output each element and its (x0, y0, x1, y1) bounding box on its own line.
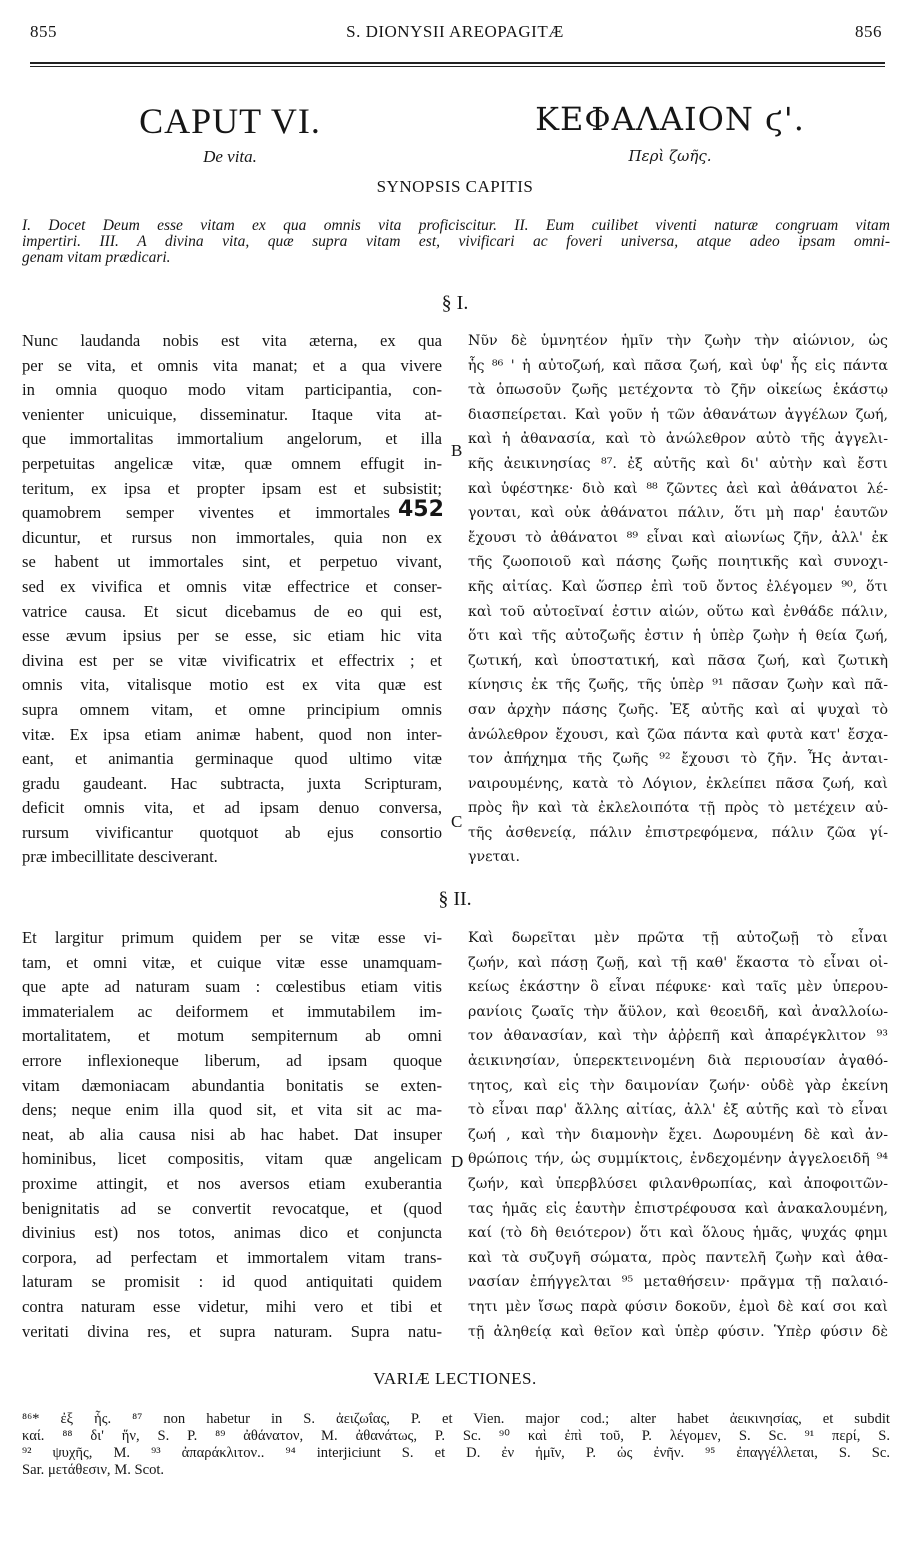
synopsis-line: I. Docet Deum esse vitam ex qua omnis vita proficiscitur. II. Eum cuilibet viventi naturæ congruam vitam (22, 217, 890, 234)
section-1-mark: § I. (441, 292, 469, 314)
text-line: ὅτι καὶ τῆς αὐτοζωῆς ἐστιν ἡ ὑπὲρ ζωὴν ἡ θεία ζωή, (468, 628, 888, 645)
text-line: ἔχουσι τὸ ἀθάνατοι ⁸⁹ εἶναι καὶ αἰωνίως ζῆν, ἀλλ' ἐκ (468, 529, 888, 546)
variae-line: Sar. μετάθεσιν, M. Scot. (22, 1462, 165, 1478)
text-line: neat, ab alia causa nisi ab hac habet. Dat insuper (22, 1124, 442, 1144)
margin-letter-d: D (451, 1152, 464, 1171)
synopsis-body (22, 218, 890, 266)
text-line: corpora, ad perfectam et immortalem vitam trans- (22, 1247, 442, 1267)
text-line: immaterialem ac deiformem et immutabilem im- (22, 1001, 442, 1021)
synopsis-line: genam vitam prædicari. (22, 249, 171, 266)
text-line: τον ἀπήχημα τῆς ζωῆς ⁹² ἔχουσι τὸ ζῆν. Ἧς ἀνται- (468, 751, 888, 768)
text-line: τὸ εἶναι παρ' ἄλλης αἰτίας, ἀλλ' ἐξ αὐτῆς καὶ τὸ εἶναι (468, 1102, 888, 1119)
text-line: καὶ τοῦ αὐτοεῖναί ἐστιν αἰών, οὕτω καὶ ἐνθάδε πάλιν, (468, 603, 888, 620)
text-line: ἀεικινησίαν, ὑπερεκτεινομένη διὰ περιουσίαν ἀγαθό- (468, 1052, 888, 1069)
text-line: supra omnem vitam, et omne principium omnis (22, 699, 442, 719)
text-line: καί (τὸ δὴ θειότερον) ὅτι καὶ ὅλους ἡμᾶς, ψυχάς φημι (468, 1225, 888, 1242)
text-line: rursum vivificantur quotquot ab ejus consortio (22, 822, 442, 842)
text-line: πρὸς ἣν καὶ τὰ ἐκλελοιπότα τῇ πρὸς τὸ μετέχειν αὐ- (468, 800, 888, 817)
text-line: præ imbecillitate desciverant. (22, 847, 218, 867)
text-line: omnis vita, vitalisque motio est ex vita quæ est (22, 675, 442, 695)
text-line: perpetuitas angelicæ vitæ, quæ omnem effugit in- (22, 453, 442, 473)
section-2-latin-column (22, 926, 442, 1344)
text-line: σαν ἀρχὴν πάσης ζωῆς. Ἐξ αὐτῆς καὶ αἱ ψυχαὶ τὸ (468, 701, 888, 718)
text-line: ἀνώλεθρον ἔχουσι, καὶ ζῶα πάντα καὶ φυτὰ κατ' ἔσχα- (468, 726, 888, 743)
text-line: τας ἡμᾶς εἰς ἑαυτὴν ἐπιστρέφουσα καὶ ἀνακαλουμένη, (468, 1200, 888, 1217)
text-line: eant, et animantia germinaque quod ultimo vitæ (22, 749, 442, 769)
text-line: que apte ad naturam suam : cœlestibus etiam vitis (22, 977, 442, 997)
text-line: vatrice causa. Et sicut dicebamus de eo qui est, (22, 601, 442, 621)
text-line: Νῦν δὲ ὑμνητέον ἡμῖν τὴν ζωὴν τὴν αἰώνιον, ὡς (468, 333, 888, 349)
text-line: τῆς ζωοποιοῦ καὶ πάσης ζωῆς ποιητικῆς καὶ συνοχι- (468, 554, 888, 571)
text-line: dicuntur, et rursus non immortales, quia non ex (22, 527, 442, 547)
text-line: καὶ τὰ συζυγῆ σώματα, πρὸς παντελῆ ζωὴν καὶ ἀθα- (468, 1249, 888, 1266)
text-line: veritati divina res, et supra naturam. Supra natu- (22, 1321, 442, 1341)
margin-number: 452 (398, 497, 444, 522)
text-line: divina est per se vitæ vivificatrix et effectrix ; et (22, 650, 442, 670)
text-line: que immortalitas immortalium angelorum, et illa (22, 429, 442, 449)
text-line: sed ex vivifica et omnis vitæ effectrice et conser- (22, 576, 442, 596)
variae-line: ⁸⁶* ἐξ ἧς. ⁸⁷ non habetur in S. ἀειζωΐας, P. et Vien. major cod.; alter habet ἀεικινησίας, et subdit (22, 1411, 890, 1427)
variae-line: καί. ⁸⁸ δι' ἥν, S. P. ⁸⁹ ἀθάνατον, M. ἀθανάτως, P. Sc. ⁹⁰ καὶ ἐπὶ τοῦ, P. λέγομεν, S. Sc. ⁹¹ περί, S. (22, 1428, 890, 1444)
text-line: benignitatis ad se convertit revocatque, et (quod (22, 1198, 442, 1218)
text-line: Nunc laudanda nobis est vita æterna, ex qua (22, 331, 442, 350)
text-line: hominibus, licet compositis, vitam quæ angelicam (22, 1149, 442, 1169)
text-line: τον ἀθανασίαν, καὶ τὴν ἀῤῥεπῆ καὶ ἀπαρέγκλιτον ⁹³ (468, 1028, 888, 1045)
text-line: κείως ἑκάστην ὃ εἶναι πέφυκε· καὶ ταῖς μὲν ὑπερου- (468, 979, 888, 996)
text-line: ἧς ⁸⁶ ' ἡ αὐτοζωή, καὶ πᾶσα ζωή, καὶ ὑφ' ἧς εἰς πάντα (468, 357, 888, 374)
text-line: καὶ ὑφέστηκε· διὸ καὶ ⁸⁸ ζῶντες ἀεὶ καὶ ἀθάνατοι λέ- (468, 480, 888, 497)
text-line: κῆς αἰτίας. Καὶ ὥσπερ ἐπὶ τοῦ ὄντος ἐλέγομεν ⁹⁰, ὅτι (468, 578, 888, 595)
text-line: mortalitatem, et motum sempiternum ab omni (22, 1026, 442, 1046)
text-line: venienter unicuique, disseminatur. Itaque vita at- (22, 404, 442, 424)
text-line: τητος, καὶ εἰς τὴν δαιμονίαν ζωήν· οὐδὲ γὰρ ἐκείνη (468, 1077, 888, 1094)
text-line: divinius est) nos totos, animas dico et conjuncta (22, 1223, 442, 1243)
text-line: νασίαν ἐπήγγελται ⁹⁵ μεταθήσειν· πρᾶγμα τῇ παλαιό- (468, 1274, 888, 1291)
text-line: κίνησις ἐκ τῆς ζωῆς, τῆς ὑπὲρ ⁹¹ πᾶσαν ζωὴν καὶ πᾶ- (468, 677, 888, 694)
text-line: teritum, ex ipsa et propter ipsam est et subsistit; (22, 478, 442, 498)
text-line: ζωή , καὶ τὴν διαμονὴν ἔχει. Δωρουμένη δὲ καὶ ἀν- (468, 1126, 888, 1143)
page-number-right: 856 (855, 22, 882, 41)
text-line: τῇ ἀληθείᾳ καὶ θεῖον καὶ ὑπὲρ φύσιν. Ὑπὲρ φύσιν δὲ (468, 1323, 888, 1340)
text-line: esse ævum ipsius per se esse, sic etiam hic vita (22, 626, 442, 646)
text-line: τὰ ὁπωσοῦν ζωῆς μετέχοντα τὸ ζῆν οἰκείως ἑκάστῳ (468, 382, 888, 399)
text-line: τῆς ἀσθενείᾳ, πάλιν ἐπιστρεφόμενα, πάλιν ζῶα γί- (468, 824, 888, 841)
text-line: κῆς ἀεικινησίας ⁸⁷. ἐξ αὐτῆς καὶ δι' αὐτὴν καὶ ἔστι (468, 455, 888, 472)
synopsis-title: SYNOPSIS CAPITIS (376, 177, 534, 196)
text-line: καὶ ἡ ἀθανασία, καὶ τὸ ἀνώλεθρον αὐτὸ τῆς ἀγγελι- (468, 431, 888, 448)
text-line: per se vita, et omnis vita manat; et a qua vivere (22, 355, 442, 375)
text-line: Καὶ δωρεῖται μὲν πρῶτα τῇ αὐτοζωῇ τὸ εἶναι (468, 930, 888, 946)
text-line: quamobrem semper viventes et immortales (22, 503, 390, 523)
header-rule (30, 62, 885, 64)
text-line: ζωήν, καὶ πάσῃ ζωῇ, καὶ τῇ καθ' ἕκαστα τὸ εἶναι οἰ- (468, 954, 888, 971)
greek-chapter-title: ΚΕΦΑΛΑΙΟΝ ϛ'. (535, 100, 805, 138)
greek-chapter-subtitle: Περὶ ζωῆς. (628, 147, 712, 165)
header-rule-thin (30, 66, 885, 67)
page-number-left: 855 (30, 22, 57, 41)
text-line: ζωτική, καὶ ὑποστατική, καὶ πᾶσα ζωή, καὶ ζωτικὴ (468, 652, 888, 669)
text-line: gradu gaudeant. Hac subtracta, juxta Scripturam, (22, 773, 442, 793)
variae-lectiones-title: VARIÆ LECTIONES. (373, 1369, 537, 1388)
text-line: ρανίοις ζωαῖς τὴν ἄϋλον, καὶ θεοειδῆ, καὶ ἀναλλοίω- (468, 1003, 888, 1020)
text-line: τητι μὲν ἴσως παρὰ φύσιν δοκοῦν, ἐμοὶ δὲ καί σοι καὶ (468, 1298, 888, 1315)
text-line: Et largitur primum quidem per se vitæ esse vi- (22, 928, 442, 947)
variae-line: ⁹² ψυχῆς, M. ⁹³ ἀπαράκλιτον.. ⁹⁴ interjiciunt S. et D. ἐν ἡμῖν, P. ὡς ἐνῆν. ⁹⁵ ἐπαγγέλλεται, S. Sc. (22, 1445, 890, 1461)
text-line: se habent ut immortales sint, et perpetuo vivant, (22, 552, 442, 572)
text-line: vitam dæmoniacam abundantia bonitatis se exten- (22, 1075, 442, 1095)
text-line: ναιρουμένης, κατὰ τὸ Λόγιον, ἐκλείπει πᾶσα ζωή, καὶ (468, 775, 888, 792)
margin-letter-b: B (451, 441, 463, 460)
text-line: proxime attingit, et nos aversos etiam exuberantia (22, 1173, 442, 1193)
running-title: S. DIONYSII AREOPAGITÆ (346, 22, 564, 41)
text-line: vitæ. Ex ipsa etiam animæ habent, quod non inter- (22, 724, 442, 744)
text-line: γνεται. (468, 849, 520, 866)
text-line: errore inflexioneque liberum, ad ipsam quoque (22, 1050, 442, 1070)
text-line: deficit omnis vita, et ad ipsam denuo conversa, (22, 798, 442, 818)
variae-lectiones-body (22, 1411, 890, 1479)
text-line: γονται, καὶ οὐκ ἀθάνατοι πάλιν, ὅτι μὴ παρ' ἑαυτῶν (468, 505, 888, 522)
text-line: διασπείρεται. Καὶ γοῦν ἡ τῶν ἀθανάτων ἀγγέλων ζωή, (468, 406, 888, 423)
text-line: in omnia quoquo modo vitam participantia, con- (22, 380, 442, 400)
synopsis-line: impertiri. III. A divina vita, quæ supra vitam est, vivificari ac foveri universa, atque adeo ipsam omni- (22, 233, 890, 250)
section-1-greek-column (468, 329, 888, 870)
text-line: laturam se promisit : id quod antiquitati quidem (22, 1272, 442, 1292)
text-line: contra naturam esse videtur, mihi vero et tibi et (22, 1296, 442, 1316)
text-line: θρώποις τήν, ὡς συμμίκτοις, ἐνδεχομένην ἀγγελοειδῆ ⁹⁴ (468, 1151, 888, 1168)
section-2-greek-column (468, 926, 888, 1344)
text-line: ζωήν, καὶ ὑπερβλύσει φιλανθρωπίας, καὶ ἀποφοιτῶν- (468, 1175, 888, 1192)
margin-letter-c: C (451, 812, 463, 831)
text-line: tam, et omni vitæ, et cuique vitæ esse unamquam- (22, 952, 442, 972)
section-1-latin-column (22, 329, 442, 870)
latin-chapter-title: CAPUT VI. (139, 101, 321, 141)
text-line: dens; neque enim illa quod sit, et vita sit ac ma- (22, 1100, 442, 1120)
section-2-mark: § II. (438, 888, 472, 910)
latin-chapter-subtitle: De vita. (203, 147, 257, 166)
